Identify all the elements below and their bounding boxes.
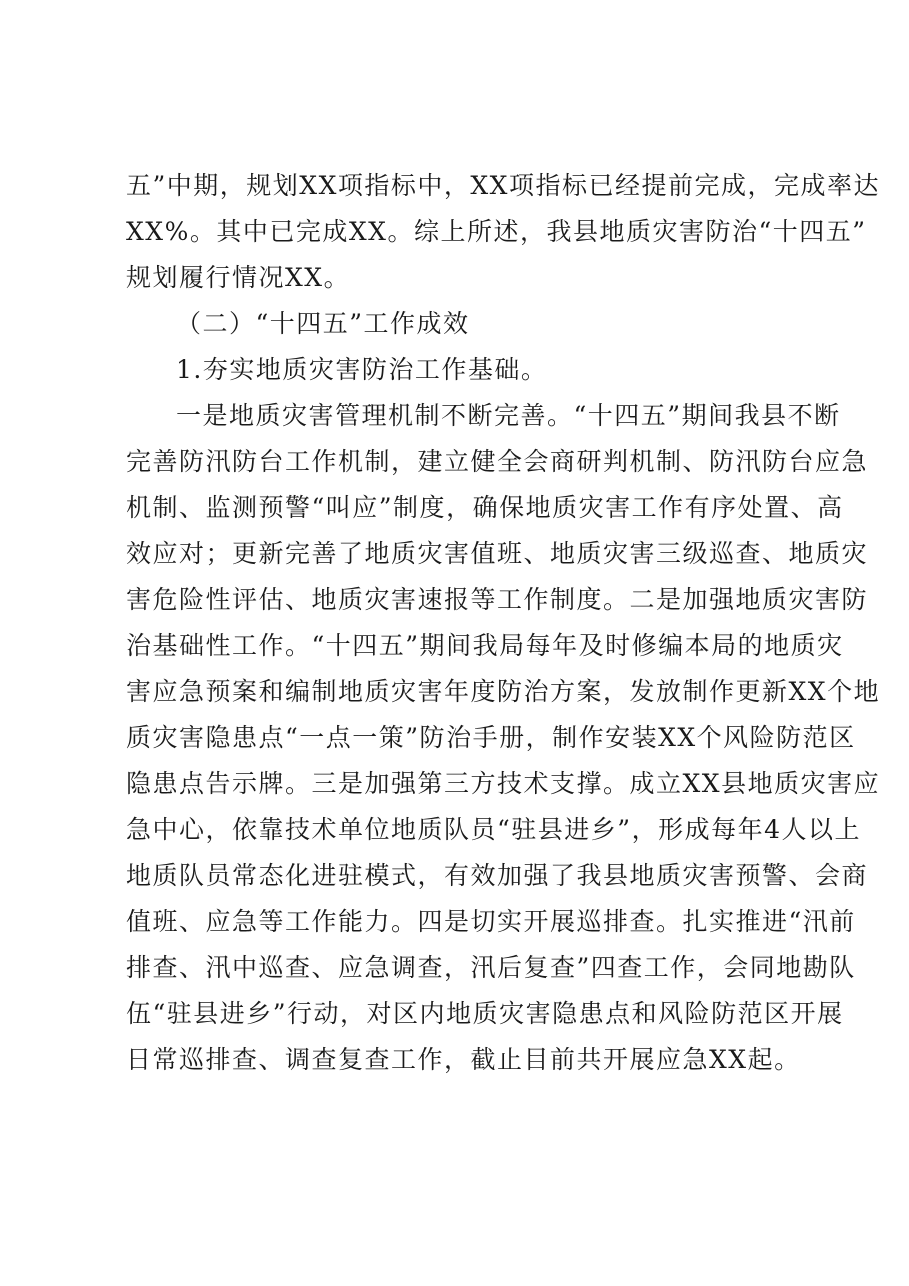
text-line-1: 五”中期，规划XX项指标中，XX项指标已经提前完成，完成率达 [126,171,880,200]
text-line-3: 规划履行情况XX。 [126,263,351,292]
text-line-15: 急中心，依靠技术单位地质队员“驻县进乡”，形成每年4人以上 [126,815,861,844]
text-line-9: 效应对；更新完善了地质灾害值班、地质灾害三级巡查、地质灾 [126,539,869,568]
text-line-2: XX%。其中已完成XX。综上所述，我县地质灾害防治“十四五” [126,217,867,246]
text-line-18: 排查、汛中巡查、应急调查，汛后复查”四查工作，会同地勘队 [126,953,856,982]
subsection-heading: 1.夯实地质灾害防治工作基础。 [176,355,548,384]
text-line-7: 完善防汛防台工作机制，建立健全会商研判机制、防汛防台应急 [126,447,869,476]
text-line-16: 地质队员常态化进驻模式，有效加强了我县地质灾害预警、会商 [126,861,869,890]
section-heading: （二）“十四五”工作成效 [176,309,470,338]
text-line-19: 伍“驻县进乡”行动，对区内地质灾害隐患点和风险防范区开展 [126,999,844,1028]
document-body [126,163,881,1083]
text-line-14: 隐患点告示牌。三是加强第三方技术支撑。成立XX县地质灾害应 [126,769,881,798]
text-line-13: 质灾害隐患点“一点一策”防治手册，制作安装XX个风险防范区 [126,723,856,752]
text-line-17: 值班、应急等工作能力。四是切实开展巡排查。扎实推进“汛前 [126,907,856,936]
text-line-12: 害应急预案和编制地质灾害年度防治方案，发放制作更新XX个地 [126,677,881,706]
text-line-10: 害危险性评估、地质灾害速报等工作制度。二是加强地质灾害防 [126,585,869,614]
text-line-8: 机制、监测预警“叫应”制度，确保地质灾害工作有序处置、高 [126,493,844,522]
text-line-11: 治基础性工作。“十四五”期间我局每年及时修编本局的地质灾 [126,631,844,660]
text-line-6: 一是地质灾害管理机制不断完善。“十四五”期间我县不断 [176,401,841,430]
text-line-20: 日常巡排查、调查复查工作，截止目前共开展应急XX起。 [126,1045,801,1074]
